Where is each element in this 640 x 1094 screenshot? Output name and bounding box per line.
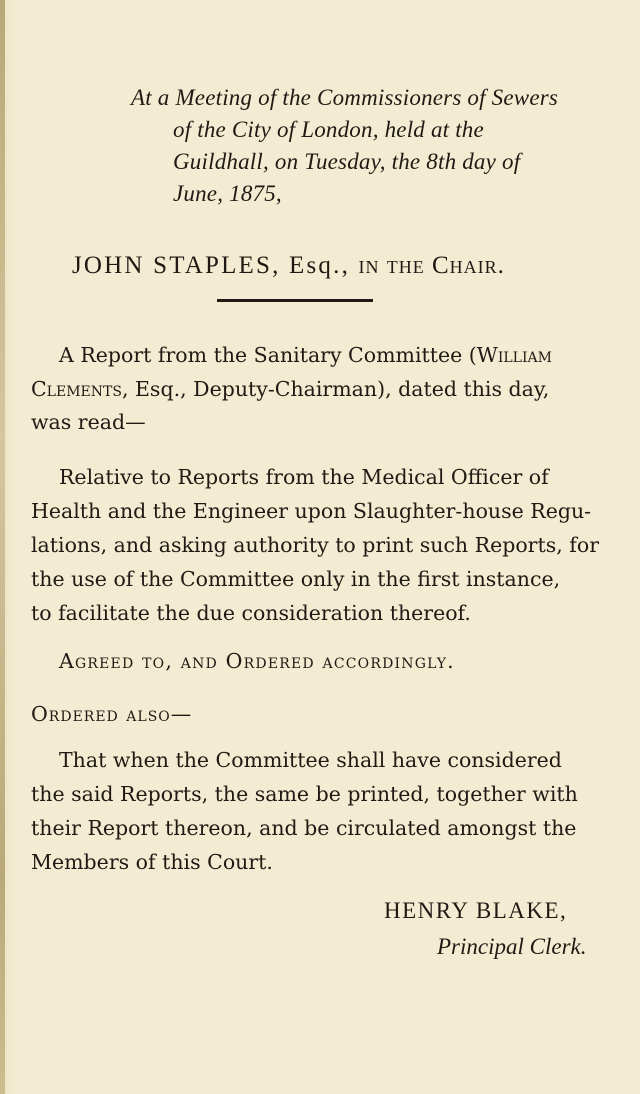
report-line-3: was read— [31, 410, 146, 434]
report-name-last: Clements [31, 377, 122, 401]
signature-title: Principal Clerk. [437, 934, 587, 959]
page-spine-edge [0, 0, 5, 1094]
report-line-1 [59, 343, 552, 367]
chair-name: JOHN STAPLES, Esq., [72, 252, 351, 279]
that-line-4: Members of this Court. [31, 850, 273, 874]
that-line-3: their Report thereon, and be circulated amongst the [31, 816, 577, 840]
chair-suffix: in the Chair. [358, 252, 505, 279]
signature-name: HENRY BLAKE, [384, 898, 568, 923]
report-line-1-text: A Report from the Sanitary Committee ( [59, 343, 477, 367]
agreed-line: Agreed to, and Ordered accordingly. [59, 649, 455, 673]
ordered-also-line: Ordered also— [31, 702, 193, 726]
section-divider-rule [217, 299, 373, 302]
relative-line-5: to facilitate the due consideration thereof. [31, 601, 471, 625]
heading-line-2: of the City of London, held at the [173, 117, 484, 142]
heading-line-4: June, 1875, [173, 181, 282, 206]
relative-line-3: lations, and asking authority to print such Reports, for [31, 533, 600, 557]
report-name-first: William [476, 343, 552, 367]
meeting-heading [131, 82, 601, 210]
relative-line-4: the use of the Committee only in the first instance, [31, 567, 561, 591]
relative-line-2: Health and the Engineer upon Slaughter-house Regu- [31, 499, 592, 523]
report-line-2-text: , Esq., Deputy-Chairman), dated this day, [121, 377, 550, 401]
report-line-2 [31, 377, 549, 401]
chair-line [72, 252, 505, 280]
relative-line-1: Relative to Reports from the Medical Officer of [59, 465, 549, 489]
heading-line-1: At a Meeting of the Commissioners of Sewers [131, 85, 559, 110]
heading-line-3: Guildhall, on Tuesday, the 8th day of [173, 149, 521, 174]
that-line-2: the said Reports, the same be printed, together with [31, 782, 578, 806]
that-line-1: That when the Committee shall have considered [59, 748, 562, 772]
